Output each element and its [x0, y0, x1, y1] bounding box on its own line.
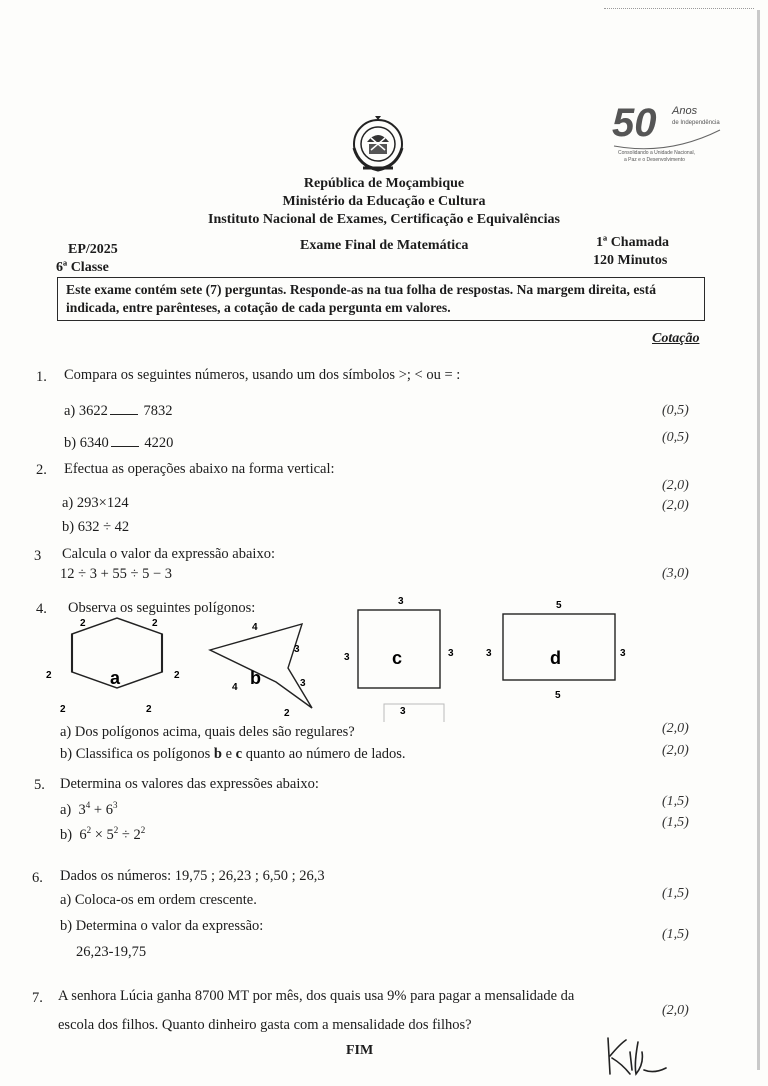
q5-b-base2: 5 [106, 826, 114, 843]
q6-item-a: a) Coloca-os em ordem crescente. [60, 892, 257, 908]
svg-text:50: 50 [612, 101, 657, 145]
square-label: c [392, 648, 403, 668]
square-side-2: 3 [344, 652, 350, 663]
q4-item-a: a) Dos polígonos acima, quais deles são regulares? [60, 724, 355, 740]
q4-a-score: (2,0) [662, 721, 689, 736]
q4-number: 4. [36, 601, 47, 617]
q3-expression: 12 ÷ 3 + 55 ÷ 5 − 3 [60, 566, 173, 582]
q5-item-b [60, 825, 145, 844]
answer-blank [111, 434, 139, 447]
exam-title: Exame Final de Matemática [300, 238, 469, 253]
q1-text: Compara os seguintes números, usando um dos símbolos >; < ou = : [64, 367, 461, 383]
polygon-b-side-3: 3 [300, 678, 306, 689]
polygon-b-side-4: 2 [284, 708, 290, 719]
scan-mark [604, 8, 754, 10]
square-side-4: 3 [400, 706, 406, 717]
q7-number: 7. [32, 990, 43, 1006]
hexagon-side-4: 2 [174, 670, 180, 681]
q2-number: 2. [36, 462, 47, 478]
q5-item-a [60, 800, 117, 819]
call: 1ª Chamada [596, 235, 670, 250]
q5-b-exp1: 2 [86, 825, 92, 835]
polygon-b-label: b [250, 668, 261, 688]
q7-score: (2,0) [662, 1003, 689, 1018]
q5-text: Determina os valores das expressões abaixo: [60, 776, 319, 792]
q5-b-op1: × [91, 826, 107, 843]
scan-edge [757, 10, 760, 1070]
q6-item-b: b) Determina o valor da expressão: [60, 918, 264, 934]
q5-b-base3: 2 [133, 826, 141, 843]
hexagon-side-1: 2 [80, 618, 86, 629]
svg-text:a Paz e o Desenvolvimento: a Paz e o Desenvolvimento [624, 157, 685, 163]
q1-a-score: (0,5) [662, 403, 689, 418]
grade: 6ª Classe [56, 260, 109, 275]
polygon-b-side-5: 4 [232, 682, 238, 693]
q6-b-expression: 26,23-19,75 [76, 944, 147, 960]
q2-text: Efectua as operações abaixo na forma vertical: [64, 461, 335, 477]
q4-item-b [60, 746, 406, 763]
q4-b-mid: e [221, 746, 236, 762]
q4-b-post: quanto ao número de lados. [242, 746, 406, 762]
rectangle-d [503, 614, 615, 680]
q5-a-base2: 6 [105, 801, 113, 818]
q5-a-op: + [90, 801, 106, 818]
q4-b-pre: b) Classifica os polígonos [60, 746, 214, 762]
q5-a-exp2: 3 [112, 800, 118, 810]
hexagon-side-2: 2 [152, 618, 158, 629]
polygon-b [210, 624, 312, 708]
q7-line-2: escola dos filhos. Quanto dinheiro gasta com a mensalidade dos filhos? [58, 1017, 472, 1033]
q1-a-left: 3622 [78, 403, 108, 419]
q1-item-a [64, 402, 173, 420]
handwritten-signature [600, 1034, 670, 1080]
answer-blank [110, 402, 138, 415]
square-side-3: 3 [448, 648, 454, 659]
q5-a-base1: 3 [78, 801, 86, 818]
rectangle-side-4: 5 [555, 690, 561, 701]
q4-b-score: (2,0) [662, 743, 689, 758]
q1-a-label: a) [64, 403, 76, 419]
hexagon-side-5: 2 [60, 704, 66, 715]
q5-a-score: (1,5) [662, 794, 689, 809]
svg-text:de Independência: de Independência [672, 120, 720, 126]
q1-b-score: (0,5) [662, 430, 689, 445]
coat-of-arms-emblem [349, 114, 407, 176]
institute-title: Instituto Nacional de Exames, Certificação e Equivalências [208, 212, 560, 227]
rectangle-side-3: 3 [620, 648, 626, 659]
q5-number: 5. [34, 777, 45, 793]
q3-score: (3,0) [662, 566, 689, 581]
q4-text: Observa os seguintes polígonos: [68, 600, 256, 616]
polygon-b-side-2: 3 [294, 644, 300, 655]
hexagon-side-6: 2 [146, 704, 152, 715]
q1-b-left: 6340 [79, 435, 109, 451]
scan-artifact [384, 704, 444, 722]
q5-b-op2: ÷ [118, 826, 134, 843]
q5-b-exp3: 2 [140, 825, 146, 835]
hexagon-side-3: 2 [46, 670, 52, 681]
q1-item-b [64, 434, 173, 452]
q6-number: 6. [32, 870, 43, 886]
duration: 120 Minutos [593, 253, 668, 268]
q5-b-exp2: 2 [113, 825, 119, 835]
q6-b-score: (1,5) [662, 927, 689, 942]
svg-text:Anos: Anos [672, 105, 698, 117]
q1-number: 1. [36, 369, 47, 385]
q3-text: Calcula o valor da expressão abaixo: [62, 546, 275, 562]
cotacao-heading: Cotação [652, 331, 700, 346]
q1-b-label: b) [64, 435, 77, 451]
50-anos-logo [608, 94, 726, 164]
rectangle-side-1: 5 [556, 600, 562, 611]
q5-b-label: b) [60, 826, 73, 843]
q5-a-label: a) [60, 801, 72, 818]
q7-line-1: A senhora Lúcia ganha 8700 MT por mês, dos quais usa 9% para pagar a mensalidade da [58, 988, 575, 1004]
republic-title: República de Moçambique [303, 176, 465, 191]
instructions-box: Este exame contém sete (7) perguntas. Responde-as na tua folha de respostas. Na margem direita, está indicada, entre parênteses, a cotação de cada pergunta em valores. [57, 277, 705, 321]
ministry-title: Ministério da Educação e Cultura [282, 194, 486, 209]
q1-a-right: 7832 [143, 403, 173, 419]
exam-code: EP/2025 [68, 242, 118, 257]
q2-item-a: a) 293×124 [62, 495, 129, 511]
svg-text:Consolidando a Unidade Naciona: Consolidando a Unidade Nacional, [618, 150, 695, 156]
q6-a-score: (1,5) [662, 886, 689, 901]
q2-item-b: b) 632 ÷ 42 [62, 519, 130, 535]
q3-number: 3 [34, 548, 42, 564]
polygons-figure [40, 592, 680, 722]
q5-a-exp1: 4 [85, 800, 91, 810]
q5-b-base1: 6 [79, 826, 87, 843]
rectangle-side-2: 3 [486, 648, 492, 659]
polygon-b-side-1: 4 [252, 622, 258, 633]
q5-b-score: (1,5) [662, 815, 689, 830]
hexagon-label: a [110, 668, 121, 688]
q2-a-score: (2,0) [662, 478, 689, 493]
rectangle-label: d [550, 648, 561, 668]
q2-b-score: (2,0) [662, 498, 689, 513]
end-marker: FIM [346, 1043, 374, 1058]
q4-b-poly1: b [213, 746, 222, 762]
q6-text: Dados os números: 19,75 ; 26,23 ; 6,50 ; 26,3 [60, 868, 325, 884]
square-side-1: 3 [398, 596, 404, 607]
q4-b-poly2: c [235, 746, 243, 762]
q1-b-right: 4220 [144, 435, 174, 451]
